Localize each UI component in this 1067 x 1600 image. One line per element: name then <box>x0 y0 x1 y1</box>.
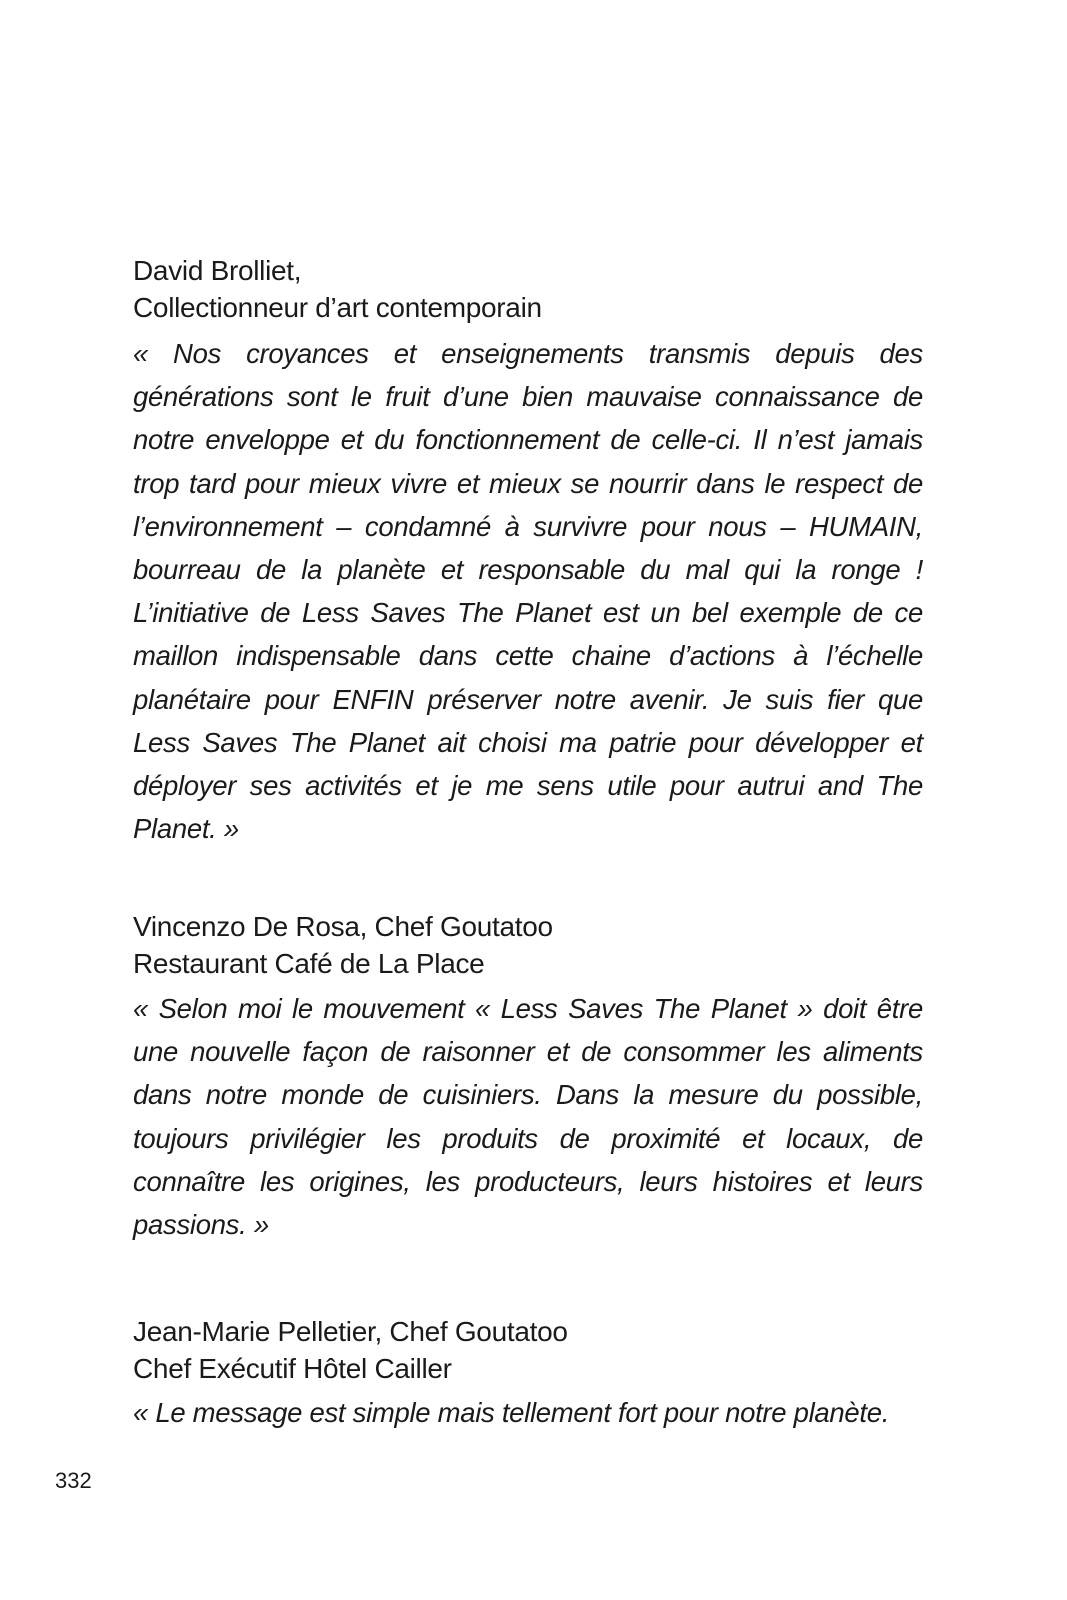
testimonial-quote: « Nos croyances et enseignements transmis depuis des générations sont le fruit d’une bien mauvaise connaissance de notre enveloppe et du fonctionnement de celle-ci. Il n’est jamais trop tard pour mieux vivre et mieux se nourrir dans le respect de l’environnement – condamné à survivre pour nous – HUMAIN, bourreau de la planète et responsable du mal qui la ronge ! L’initiative de Less Saves The Planet est un bel exemple de ce maillon indispensable dans cette chaine d’actions à l’échelle planétaire pour ENFIN préserver notre avenir. Je suis fier que Less Saves The Planet ait choisi ma patrie pour développer et déployer ses activités et je me sens utile pour autrui and The Planet. » <box>133 338 923 845</box>
testimonial-david-brolliet <box>133 252 923 850</box>
author-title: Chef Exécutif Hôtel Cailler <box>133 1353 452 1384</box>
author-title: Collectionneur d’art contemporain <box>133 292 542 323</box>
testimonial-quote: « Le message est simple mais tellement fort pour notre planète. <box>133 1397 890 1428</box>
page-number: 332 <box>55 1468 92 1493</box>
author-name: Vincenzo De Rosa, Chef Goutatoo <box>133 911 553 942</box>
author-name: Jean-Marie Pelletier, Chef Goutatoo <box>133 1316 568 1347</box>
testimonial-jean-marie-pelletier <box>133 1313 923 1434</box>
testimonial-quote: « Selon moi le mouvement « Less Saves The Planet » doit être une nouvelle façon de raisonner et de consommer les aliments dans notre monde de cuisiniers. Dans la mesure du possible, toujours privilégier les produits de proximité et locaux, de connaître les origines, les producteurs, leurs histoires et leurs passions. » <box>133 993 923 1241</box>
testimonial-vincenzo-de-rosa <box>133 908 923 1246</box>
author-name: David Brolliet, <box>133 255 302 286</box>
author-title: Restaurant Café de La Place <box>133 948 485 979</box>
